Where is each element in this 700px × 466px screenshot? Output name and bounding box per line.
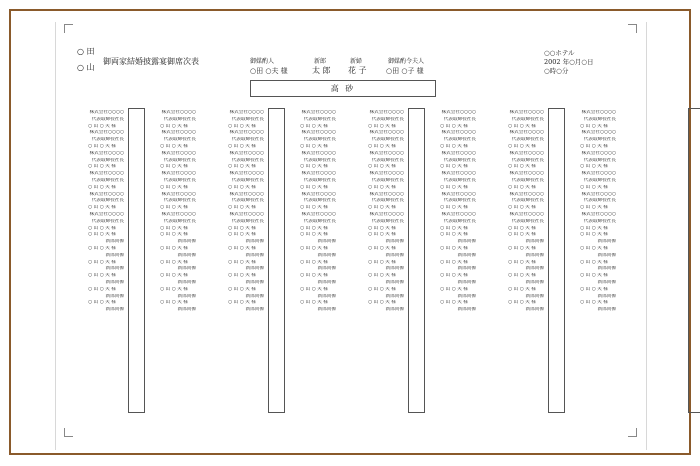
seat-guest: ○ 山 ○ 夫 様 <box>580 143 608 149</box>
seat-guest: ○ 山 ○ 夫 様 <box>508 205 536 211</box>
seat-title: 代表取締役社長 <box>443 137 476 143</box>
seat-guest: ○ 山 ○ 夫 様 <box>440 143 468 149</box>
seat-title: 代表取締役社長 <box>163 157 196 163</box>
seat-guest: ○ 山 ○ 夫 様 <box>440 184 468 190</box>
guest-table-4 <box>548 108 565 413</box>
seat-title: 代表取締役社長 <box>91 218 124 224</box>
seat-relation: 新郎同僚 <box>597 307 616 313</box>
seat-guest: ○ 山 ○ 夫 様 <box>160 164 188 170</box>
seat-relation: 新郎同僚 <box>245 266 264 272</box>
seat-relation: 新郎同僚 <box>525 266 544 272</box>
seat-relation: 新郎同僚 <box>525 307 544 313</box>
seat-relation: 新郎同僚 <box>597 239 616 245</box>
seat-guest: ○ 山 ○ 夫 様 <box>228 164 256 170</box>
seat-relation: 新郎同僚 <box>457 293 476 299</box>
seat-company: 株式会社○○○○ <box>229 211 264 217</box>
groom-role: 新郎 <box>314 58 327 65</box>
seat-relation: 新郎同僚 <box>245 239 264 245</box>
seat-relation: 新郎同僚 <box>597 252 616 258</box>
seat-title: 代表取締役社長 <box>163 116 196 122</box>
seat-guest: ○ 山 ○ 夫 様 <box>508 300 536 306</box>
seat-relation: 新郎同僚 <box>317 279 336 285</box>
groom-name: 太 郎 <box>312 66 331 75</box>
seat-relation: 新郎同僚 <box>245 279 264 285</box>
seat-guest: ○ 山 ○ 夫 様 <box>300 273 328 279</box>
seat-title: 代表取締役社長 <box>583 137 616 143</box>
seat-guest: ○ 山 ○ 夫 様 <box>300 245 328 251</box>
seat-guest: ○ 山 ○ 夫 様 <box>228 232 256 238</box>
seat-company: 株式会社○○○○ <box>441 110 476 115</box>
seat-title: 代表取締役社長 <box>163 198 196 204</box>
guest-table-1 <box>128 108 145 413</box>
seat-company: 株式会社○○○○ <box>161 130 196 136</box>
seat-guest: ○ 山 ○ 夫 様 <box>160 232 188 238</box>
seat-company: 株式会社○○○○ <box>509 130 544 136</box>
seat-company: 株式会社○○○○ <box>229 130 264 136</box>
seat-title: 代表取締役社長 <box>91 137 124 143</box>
guest-table-3 <box>408 108 425 413</box>
seat-guest: ○ 山 ○ 夫 様 <box>160 184 188 190</box>
seat-title: 代表取締役社長 <box>303 157 336 163</box>
seat-title: 代表取締役社長 <box>511 198 544 204</box>
seat-title: 代表取締役社長 <box>303 116 336 122</box>
seat-company: 株式会社○○○○ <box>301 191 336 197</box>
seat-guest: ○ 山 ○ 夫 様 <box>508 245 536 251</box>
seat-company: 株式会社○○○○ <box>89 110 124 115</box>
seat-title: 代表取締役社長 <box>443 157 476 163</box>
seat-relation: 新郎同僚 <box>105 239 124 245</box>
seat-relation: 新郎同僚 <box>525 252 544 258</box>
seat-relation: 新郎同僚 <box>317 266 336 272</box>
seat-guest: ○ 山 ○ 夫 様 <box>300 232 328 238</box>
crop-mark-top-right <box>628 24 637 33</box>
seat-company: 株式会社○○○○ <box>369 110 404 115</box>
seat-guest: ○ 山 ○ 夫 様 <box>228 300 256 306</box>
seat-company: 株式会社○○○○ <box>509 191 544 197</box>
seat-guest: ○ 山 ○ 夫 様 <box>88 273 116 279</box>
seat-guest: ○ 山 ○ 夫 様 <box>580 123 608 129</box>
seat-title: 代表取締役社長 <box>91 177 124 183</box>
seat-guest: ○ 山 ○ 夫 様 <box>88 123 116 129</box>
seat-relation: 新郎同僚 <box>105 279 124 285</box>
seat-title: 代表取締役社長 <box>583 116 616 122</box>
seat-title: 代表取締役社長 <box>163 218 196 224</box>
seat-guest: ○ 山 ○ 夫 様 <box>508 259 536 265</box>
head-table-box <box>250 80 436 97</box>
seat-company: 株式会社○○○○ <box>161 110 196 115</box>
guest-table-5 <box>688 108 700 413</box>
seat-guest: ○ 山 ○ 夫 様 <box>160 286 188 292</box>
seat-relation: 新郎同僚 <box>177 252 196 258</box>
seat-title: 代表取締役社長 <box>303 137 336 143</box>
matchmaker-wife-name: ○田 ○子 様 <box>386 67 424 75</box>
seat-title: 代表取締役社長 <box>371 137 404 143</box>
seat-company: 株式会社○○○○ <box>369 191 404 197</box>
seat-company: 株式会社○○○○ <box>161 211 196 217</box>
seat-title: 代表取締役社長 <box>303 177 336 183</box>
seat-guest: ○ 山 ○ 夫 様 <box>440 123 468 129</box>
seat-company: 株式会社○○○○ <box>441 171 476 177</box>
seat-guest: ○ 山 ○ 夫 様 <box>580 184 608 190</box>
seat-title: 代表取締役社長 <box>371 177 404 183</box>
seat-guest: ○ 山 ○ 夫 様 <box>300 286 328 292</box>
seat-title: 代表取締役社長 <box>231 198 264 204</box>
seat-guest: ○ 山 ○ 夫 様 <box>368 123 396 129</box>
seat-title: 代表取締役社長 <box>303 218 336 224</box>
seat-guest: ○ 山 ○ 夫 様 <box>88 286 116 292</box>
seat-company: 株式会社○○○○ <box>581 110 616 115</box>
seat-guest: ○ 山 ○ 夫 様 <box>580 225 608 231</box>
seat-title: 代表取締役社長 <box>371 218 404 224</box>
seat-title: 代表取締役社長 <box>231 116 264 122</box>
seat-title: 代表取締役社長 <box>511 157 544 163</box>
seat-guest: ○ 山 ○ 夫 様 <box>88 300 116 306</box>
seat-guest: ○ 山 ○ 夫 様 <box>228 225 256 231</box>
seat-guest: ○ 山 ○ 夫 様 <box>440 273 468 279</box>
seat-guest: ○ 山 ○ 夫 様 <box>580 259 608 265</box>
seat-guest: ○ 山 ○ 夫 様 <box>440 259 468 265</box>
seat-guest: ○ 山 ○ 夫 様 <box>508 123 536 129</box>
seat-company: 株式会社○○○○ <box>369 150 404 156</box>
seat-company: 株式会社○○○○ <box>301 130 336 136</box>
seat-guest: ○ 山 ○ 夫 様 <box>300 205 328 211</box>
seat-relation: 新郎同僚 <box>177 307 196 313</box>
seat-guest: ○ 山 ○ 夫 様 <box>88 143 116 149</box>
seat-guest: ○ 山 ○ 夫 様 <box>88 259 116 265</box>
seat-guest: ○ 山 ○ 夫 様 <box>508 184 536 190</box>
seat-guest: ○ 山 ○ 夫 様 <box>508 232 536 238</box>
seat-guest: ○ 山 ○ 夫 様 <box>228 184 256 190</box>
seat-company: 株式会社○○○○ <box>301 171 336 177</box>
seat-column-4-left <box>498 110 546 314</box>
matchmaker-role: 御媒酌人 <box>250 58 275 65</box>
seat-guest: ○ 山 ○ 夫 様 <box>440 225 468 231</box>
seat-guest: ○ 山 ○ 夫 様 <box>228 123 256 129</box>
seat-company: 株式会社○○○○ <box>161 191 196 197</box>
seat-relation: 新郎同僚 <box>317 252 336 258</box>
seat-relation: 新郎同僚 <box>597 266 616 272</box>
seat-relation: 新郎同僚 <box>317 293 336 299</box>
seat-company: 株式会社○○○○ <box>509 110 544 115</box>
seat-title: 代表取締役社長 <box>511 177 544 183</box>
seat-guest: ○ 山 ○ 夫 様 <box>508 164 536 170</box>
seat-guest: ○ 山 ○ 夫 様 <box>300 143 328 149</box>
seat-guest: ○ 山 ○ 夫 様 <box>160 300 188 306</box>
seat-guest: ○ 山 ○ 夫 様 <box>88 164 116 170</box>
seat-guest: ○ 山 ○ 夫 様 <box>368 205 396 211</box>
seat-company: 株式会社○○○○ <box>441 191 476 197</box>
seat-guest: ○ 山 ○ 夫 様 <box>368 164 396 170</box>
seat-company: 株式会社○○○○ <box>229 171 264 177</box>
guest-table-2 <box>268 108 285 413</box>
seat-company: 株式会社○○○○ <box>441 150 476 156</box>
seat-guest: ○ 山 ○ 夫 様 <box>160 143 188 149</box>
seat-guest: ○ 山 ○ 夫 様 <box>508 143 536 149</box>
seat-company: 株式会社○○○○ <box>369 171 404 177</box>
seat-guest: ○ 山 ○ 夫 様 <box>300 184 328 190</box>
seat-guest: ○ 山 ○ 夫 様 <box>228 143 256 149</box>
venue-hotel: ○○ホテル <box>544 49 575 57</box>
seat-relation: 新郎同僚 <box>177 266 196 272</box>
seat-guest: ○ 山 ○ 夫 様 <box>160 273 188 279</box>
seat-title: 代表取締役社長 <box>583 177 616 183</box>
seat-guest: ○ 山 ○ 夫 様 <box>508 225 536 231</box>
seat-relation: 新郎同僚 <box>457 279 476 285</box>
seat-relation: 新郎同僚 <box>245 252 264 258</box>
seat-guest: ○ 山 ○ 夫 様 <box>300 123 328 129</box>
seat-relation: 新郎同僚 <box>525 239 544 245</box>
seat-title: 代表取締役社長 <box>371 198 404 204</box>
seat-company: 株式会社○○○○ <box>441 211 476 217</box>
seat-relation: 新郎同僚 <box>317 239 336 245</box>
seat-title: 代表取締役社長 <box>583 218 616 224</box>
seat-column-3-right <box>430 110 478 314</box>
head-table-label: 高 砂 <box>330 84 356 93</box>
seat-guest: ○ 山 ○ 夫 様 <box>580 300 608 306</box>
seat-guest: ○ 山 ○ 夫 様 <box>228 286 256 292</box>
seat-company: 株式会社○○○○ <box>581 130 616 136</box>
seat-guest: ○ 山 ○ 夫 様 <box>368 273 396 279</box>
seat-guest: ○ 山 ○ 夫 様 <box>580 164 608 170</box>
seat-relation: 新郎同僚 <box>525 293 544 299</box>
seat-guest: ○ 山 ○ 夫 様 <box>228 205 256 211</box>
seat-relation: 新郎同僚 <box>105 293 124 299</box>
seat-guest: ○ 山 ○ 夫 様 <box>440 300 468 306</box>
seat-guest: ○ 山 ○ 夫 様 <box>440 205 468 211</box>
seat-company: 株式会社○○○○ <box>301 150 336 156</box>
seat-company: 株式会社○○○○ <box>441 130 476 136</box>
document-title: 御両家結婚披露宴御席次表 <box>103 57 199 66</box>
seat-guest: ○ 山 ○ 夫 様 <box>368 259 396 265</box>
seat-title: 代表取締役社長 <box>443 218 476 224</box>
seat-company: 株式会社○○○○ <box>509 171 544 177</box>
seat-guest: ○ 山 ○ 夫 様 <box>300 300 328 306</box>
seat-guest: ○ 山 ○ 夫 様 <box>160 245 188 251</box>
seat-relation: 新郎同僚 <box>385 279 404 285</box>
seat-title: 代表取締役社長 <box>303 198 336 204</box>
seat-guest: ○ 山 ○ 夫 様 <box>300 225 328 231</box>
seat-guest: ○ 山 ○ 夫 様 <box>368 300 396 306</box>
seat-relation: 新郎同僚 <box>597 293 616 299</box>
seat-company: 株式会社○○○○ <box>581 191 616 197</box>
seat-company: 株式会社○○○○ <box>509 150 544 156</box>
seat-guest: ○ 山 ○ 夫 様 <box>368 286 396 292</box>
seat-guest: ○ 山 ○ 夫 様 <box>88 245 116 251</box>
seat-relation: 新郎同僚 <box>245 307 264 313</box>
crop-mark-bottom-left <box>64 428 73 437</box>
seat-guest: ○ 山 ○ 夫 様 <box>368 245 396 251</box>
seat-company: 株式会社○○○○ <box>369 130 404 136</box>
seat-relation: 新郎同僚 <box>105 307 124 313</box>
seat-title: 代表取締役社長 <box>371 116 404 122</box>
seat-relation: 新郎同僚 <box>457 307 476 313</box>
seat-relation: 新郎同僚 <box>105 252 124 258</box>
family-name-2: ○ 山 <box>77 63 95 72</box>
seat-guest: ○ 山 ○ 夫 様 <box>88 232 116 238</box>
seat-relation: 新郎同僚 <box>385 252 404 258</box>
seat-guest: ○ 山 ○ 夫 様 <box>508 286 536 292</box>
seat-company: 株式会社○○○○ <box>301 211 336 217</box>
seat-company: 株式会社○○○○ <box>229 150 264 156</box>
seat-company: 株式会社○○○○ <box>89 211 124 217</box>
seat-title: 代表取締役社長 <box>231 157 264 163</box>
seat-company: 株式会社○○○○ <box>509 211 544 217</box>
seat-column-3-left <box>358 110 406 314</box>
seat-guest: ○ 山 ○ 夫 様 <box>440 232 468 238</box>
seat-title: 代表取締役社長 <box>231 177 264 183</box>
seat-company: 株式会社○○○○ <box>89 130 124 136</box>
seat-company: 株式会社○○○○ <box>229 110 264 115</box>
seat-relation: 新郎同僚 <box>317 307 336 313</box>
seat-guest: ○ 山 ○ 夫 様 <box>228 259 256 265</box>
seat-guest: ○ 山 ○ 夫 様 <box>440 286 468 292</box>
seat-company: 株式会社○○○○ <box>581 211 616 217</box>
seat-title: 代表取締役社長 <box>443 177 476 183</box>
seat-company: 株式会社○○○○ <box>161 150 196 156</box>
seat-title: 代表取締役社長 <box>583 157 616 163</box>
seat-relation: 新郎同僚 <box>245 293 264 299</box>
seat-company: 株式会社○○○○ <box>89 150 124 156</box>
seat-company: 株式会社○○○○ <box>581 171 616 177</box>
seat-guest: ○ 山 ○ 夫 様 <box>368 232 396 238</box>
seat-guest: ○ 山 ○ 夫 様 <box>580 286 608 292</box>
seat-column-2-right <box>290 110 338 314</box>
seat-guest: ○ 山 ○ 夫 様 <box>228 273 256 279</box>
seat-guest: ○ 山 ○ 夫 様 <box>300 259 328 265</box>
seat-relation: 新郎同僚 <box>385 266 404 272</box>
seat-guest: ○ 山 ○ 夫 様 <box>88 225 116 231</box>
venue-time: ○時○分 <box>544 67 569 75</box>
seat-guest: ○ 山 ○ 夫 様 <box>228 245 256 251</box>
crop-mark-top-left <box>64 24 73 33</box>
seat-guest: ○ 山 ○ 夫 様 <box>160 123 188 129</box>
seat-title: 代表取締役社長 <box>443 198 476 204</box>
seat-title: 代表取締役社長 <box>231 137 264 143</box>
seat-relation: 新郎同僚 <box>177 279 196 285</box>
seat-company: 株式会社○○○○ <box>581 150 616 156</box>
seat-relation: 新郎同僚 <box>525 279 544 285</box>
seat-relation: 新郎同僚 <box>177 239 196 245</box>
bride-role: 新婦 <box>350 58 363 65</box>
seat-guest: ○ 山 ○ 夫 様 <box>88 184 116 190</box>
seat-relation: 新郎同僚 <box>177 293 196 299</box>
matchmaker-wife-role: 御媒酌令夫人 <box>388 58 425 65</box>
seat-guest: ○ 山 ○ 夫 様 <box>580 205 608 211</box>
seat-relation: 新郎同僚 <box>457 252 476 258</box>
seat-company: 株式会社○○○○ <box>301 110 336 115</box>
seat-title: 代表取締役社長 <box>511 116 544 122</box>
seat-guest: ○ 山 ○ 夫 様 <box>88 205 116 211</box>
seat-title: 代表取締役社長 <box>163 177 196 183</box>
seat-title: 代表取締役社長 <box>163 137 196 143</box>
seat-column-2-left <box>218 110 266 314</box>
seat-guest: ○ 山 ○ 夫 様 <box>160 225 188 231</box>
seat-title: 代表取締役社長 <box>91 198 124 204</box>
seat-title: 代表取締役社長 <box>371 157 404 163</box>
seat-company: 株式会社○○○○ <box>229 191 264 197</box>
seat-column-1-right <box>150 110 198 314</box>
crop-mark-bottom-right <box>628 428 637 437</box>
seat-relation: 新郎同僚 <box>385 239 404 245</box>
seat-guest: ○ 山 ○ 夫 様 <box>580 273 608 279</box>
seat-guest: ○ 山 ○ 夫 様 <box>580 232 608 238</box>
seat-title: 代表取締役社長 <box>443 116 476 122</box>
seat-company: 株式会社○○○○ <box>369 211 404 217</box>
seat-title: 代表取締役社長 <box>511 137 544 143</box>
seat-company: 株式会社○○○○ <box>89 191 124 197</box>
seat-title: 代表取締役社長 <box>91 157 124 163</box>
bride-name: 花 子 <box>348 66 367 75</box>
seat-title: 代表取締役社長 <box>231 218 264 224</box>
seat-relation: 新郎同僚 <box>385 307 404 313</box>
seat-guest: ○ 山 ○ 夫 様 <box>368 184 396 190</box>
seat-guest: ○ 山 ○ 夫 様 <box>508 273 536 279</box>
seat-relation: 新郎同僚 <box>385 293 404 299</box>
seat-guest: ○ 山 ○ 夫 様 <box>368 143 396 149</box>
seat-relation: 新郎同僚 <box>457 239 476 245</box>
seat-guest: ○ 山 ○ 夫 様 <box>300 164 328 170</box>
seat-column-1-left <box>78 110 126 314</box>
seat-title: 代表取締役社長 <box>583 198 616 204</box>
seat-column-4-right <box>570 110 618 314</box>
venue-date: 2002 年○月○日 <box>544 58 594 66</box>
seat-company: 株式会社○○○○ <box>89 171 124 177</box>
seat-title: 代表取締役社長 <box>511 218 544 224</box>
seat-guest: ○ 山 ○ 夫 様 <box>160 259 188 265</box>
matchmaker-name: ○田 ○夫 様 <box>250 67 288 75</box>
seat-relation: 新郎同僚 <box>457 266 476 272</box>
seat-guest: ○ 山 ○ 夫 様 <box>440 164 468 170</box>
family-name-1: ○ 田 <box>77 47 95 56</box>
seat-relation: 新郎同僚 <box>105 266 124 272</box>
seat-guest: ○ 山 ○ 夫 様 <box>440 245 468 251</box>
seat-company: 株式会社○○○○ <box>161 171 196 177</box>
seat-relation: 新郎同僚 <box>597 279 616 285</box>
seat-guest: ○ 山 ○ 夫 様 <box>580 245 608 251</box>
seat-title: 代表取締役社長 <box>91 116 124 122</box>
seat-guest: ○ 山 ○ 夫 様 <box>160 205 188 211</box>
seat-guest: ○ 山 ○ 夫 様 <box>368 225 396 231</box>
